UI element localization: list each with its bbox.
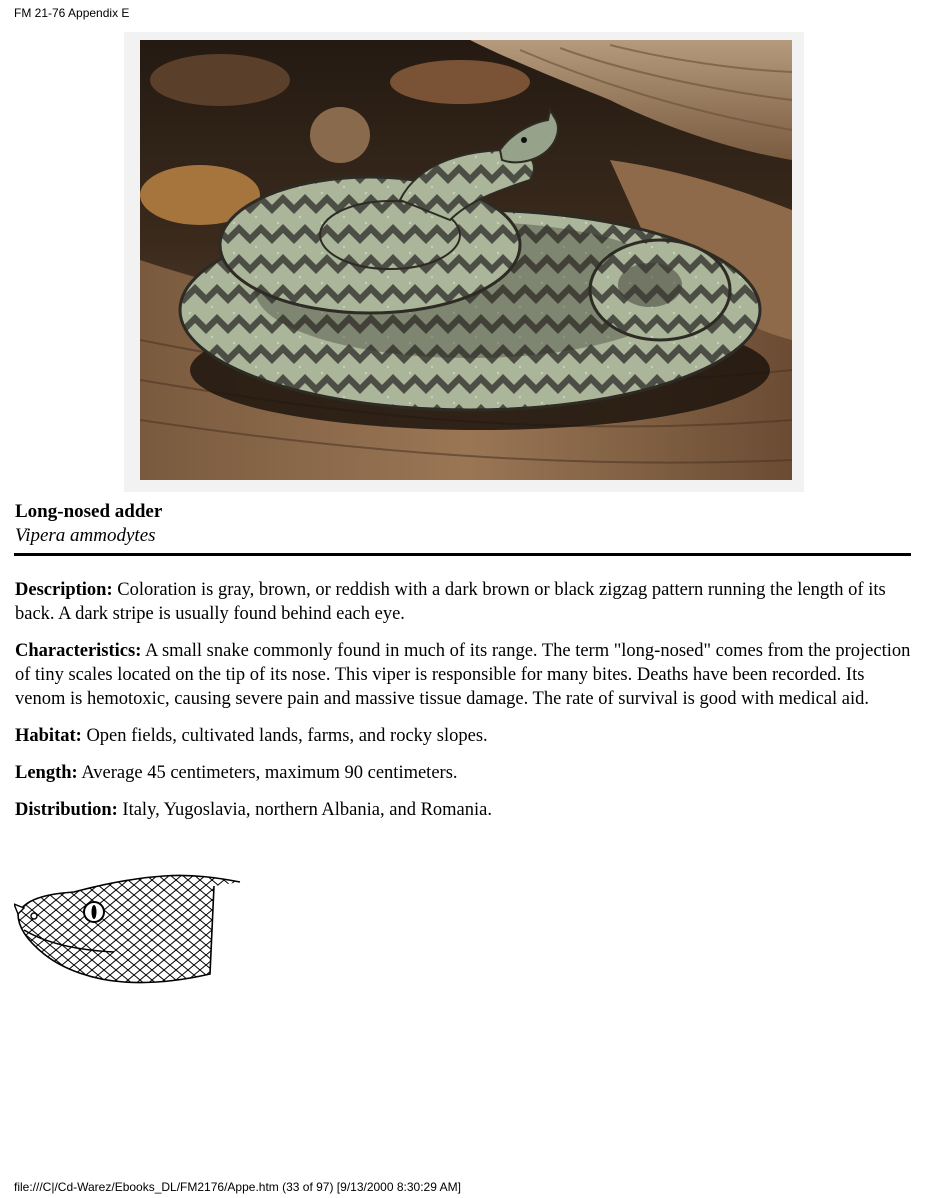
length-text: Average 45 centimeters, maximum 90 centimeters. [81, 763, 458, 783]
species-title [15, 500, 162, 548]
species-details [15, 578, 912, 835]
description-paragraph [15, 578, 912, 626]
snake-head-drawing [14, 870, 246, 992]
distribution-label: Distribution: [15, 800, 118, 820]
description-text: Coloration is gray, brown, or reddish with a dark brown or black zigzag pattern running the length of its back. A dark stripe is usually found behind each eye. [15, 580, 886, 624]
characteristics-paragraph [15, 639, 912, 711]
habitat-text: Open fields, cultivated lands, farms, and rocky slopes. [86, 726, 488, 746]
distribution-text: Italy, Yugoslavia, northern Albania, and Romania. [122, 800, 492, 820]
scientific-name: Vipera ammodytes [15, 525, 156, 546]
page-footer: file:///C|/Cd-Warez/Ebooks_DL/FM2176/Appe.htm (33 of 97) [9/13/2000 8:30:29 AM] [14, 1180, 461, 1194]
divider [14, 553, 911, 556]
habitat-label: Habitat: [15, 726, 82, 746]
characteristics-label: Characteristics: [15, 641, 142, 661]
common-name: Long-nosed adder [15, 501, 163, 522]
characteristics-text: A small snake commonly found in much of its range. The term "long-nosed" comes from the projection of tiny scales located on the tip of its nose. This viper is responsible for many bites. Deaths have been recorded. Its venom is hemotoxic, causing severe pain and massive tissue damage. The rate of survival is good with medical aid. [15, 641, 911, 709]
description-label: Description: [15, 580, 113, 600]
length-label: Length: [15, 763, 78, 783]
distribution-paragraph [15, 798, 912, 822]
habitat-paragraph [15, 724, 912, 748]
length-paragraph [15, 761, 912, 785]
snake-photo [140, 40, 792, 480]
page-header: FM 21-76 Appendix E [14, 6, 130, 20]
photo-frame [124, 32, 804, 492]
